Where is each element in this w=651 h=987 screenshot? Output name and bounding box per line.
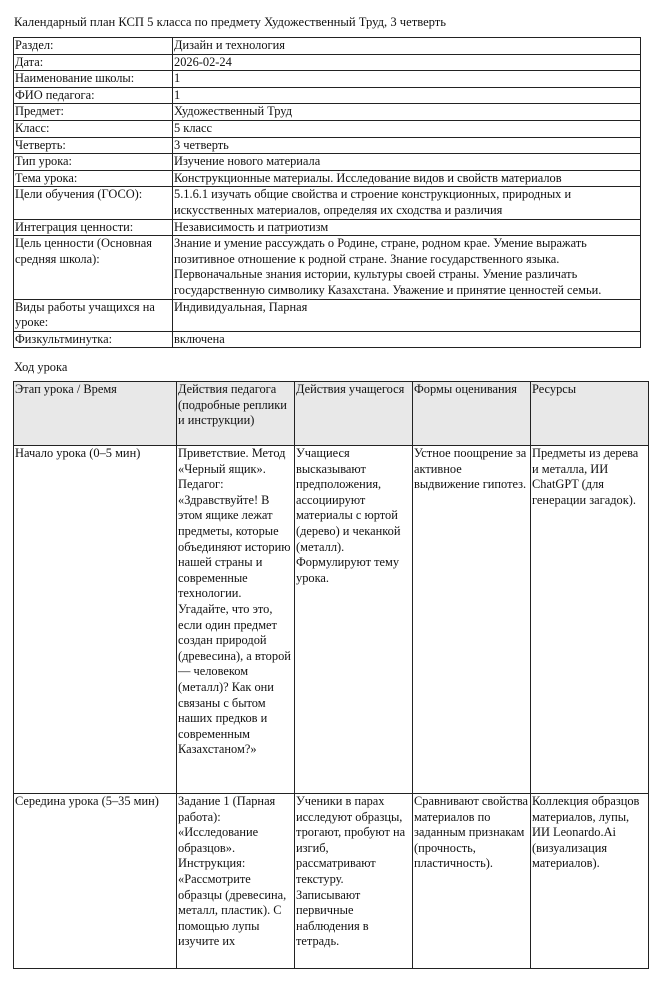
info-key: Наименование школы: [14,71,173,88]
info-key: Цель ценности (Основная средняя школа): [14,236,173,299]
info-row [14,104,641,121]
lesson-progress-label: Ход урока [14,360,68,374]
cell-student [295,794,413,969]
info-key: Четверть: [14,137,173,154]
info-row [14,137,641,154]
info-key: Класс: [14,120,173,137]
info-value: Дизайн и технология [173,38,641,55]
info-row [14,154,641,171]
info-key: ФИО педагога: [14,87,173,104]
header-stage: Этап урока / Время [14,382,177,446]
header-teacher: Действия педагога (подробные реплики и инструкции) [177,382,295,446]
info-key: Дата: [14,54,173,71]
info-key: Физкультминутка: [14,331,173,348]
info-key: Виды работы учащихся на уроке: [14,299,173,331]
info-value: Индивидуальная, Парная [173,299,641,331]
cell-teacher: Приветствие. Метод «Черный ящик». Педагог: «Здравствуйте! В этом ящике лежат предметы, которые объединяют историю нашей страны и современные технологии. Угадайте, что это, если один предмет создан природой (древесина), а второй — человеком (металл)? Как они связаны с бытом наших предков и современным Казахстаном?» [177,446,295,794]
cell-stage: Начало урока (0–5 мин) [14,446,177,794]
lesson-info-table [13,37,641,348]
plan-row-start [14,446,649,794]
info-row [14,38,641,55]
cell-stage [14,794,177,969]
cell-teacher [177,794,295,969]
lesson-plan-table [13,381,649,969]
header-assessment: Формы оценивания [413,382,531,446]
header-resources: Ресурсы [531,382,649,446]
info-key: Раздел: [14,38,173,55]
cell-student: Учащиеся высказывают предположения, ассоциируют материалы с юртой (дерево) и чеканкой (металл). Формулируют тему урока. [295,446,413,794]
plan-row-middle [14,794,649,969]
info-row [14,299,641,331]
info-key: Предмет: [14,104,173,121]
cell-text: Задание 1 (Парная работа): «Исследование образцов». Инструкция: «Рассмотрите образцы (древесина, металл, пластик). С помощью лупы изучите их [178,794,287,949]
info-row [14,236,641,299]
info-value: Независимость и патриотизм [173,219,641,236]
info-row [14,170,641,187]
info-value: Знание и умение рассуждать о Родине, стране, родном крае. Умение выражать позитивное отношение к родной стране. Знание государственного языка. Первоначальные знания истории, культуры своей страны. Умение различать государственную символику Казахстана. Уважение и принятие ценностей семьи. [173,236,641,299]
info-row [14,331,641,348]
info-key: Тип урока: [14,154,173,171]
info-value: включена [173,331,641,348]
info-value: 1 [173,71,641,88]
info-row [14,187,641,219]
info-value: 5 класс [173,120,641,137]
info-key: Цели обучения (ГОСО): [14,187,173,219]
info-value: Конструкционные материалы. Исследование видов и свойств материалов [173,170,641,187]
info-value: 1 [173,87,641,104]
info-row [14,71,641,88]
info-value: 3 четверть [173,137,641,154]
info-value: Изучение нового материала [173,154,641,171]
info-row [14,219,641,236]
info-value: 2026-02-24 [173,54,641,71]
info-row [14,54,641,71]
cell-text: Середина урока (5–35 мин) [15,794,159,808]
cell-resources [531,794,649,969]
info-key: Интеграция ценности: [14,219,173,236]
info-row [14,120,641,137]
cell-resources: Предметы из дерева и металла, ИИ ChatGPT (для генерации загадок). [531,446,649,794]
cell-assessment: Устное поощрение за активное выдвижение гипотез. [413,446,531,794]
cell-assessment [413,794,531,969]
info-row [14,87,641,104]
cell-text: Ученики в парах исследуют образцы, трогают, пробуют на изгиб, рассматривают текстуру. Записывают первичные наблюдения в тетрадь. [296,794,406,949]
header-student: Действия учащегося [295,382,413,446]
info-value: Художественный Труд [173,104,641,121]
cell-text: Коллекция образцов материалов, лупы, ИИ Leonardo.Ai (визуализация материалов). [532,794,640,871]
cell-text: Сравнивают свойства материалов по заданным признакам (прочность, пластичность). [414,794,529,871]
plan-header-row [14,382,649,446]
info-value: 5.1.6.1 изучать общие свойства и строение конструкционных, природных и искусственных материалов, определяя их сходства и различия [173,187,641,219]
document-title: Календарный план КСП 5 класса по предмету Художественный Труд, 3 четверть [14,15,447,29]
info-key: Тема урока: [14,170,173,187]
